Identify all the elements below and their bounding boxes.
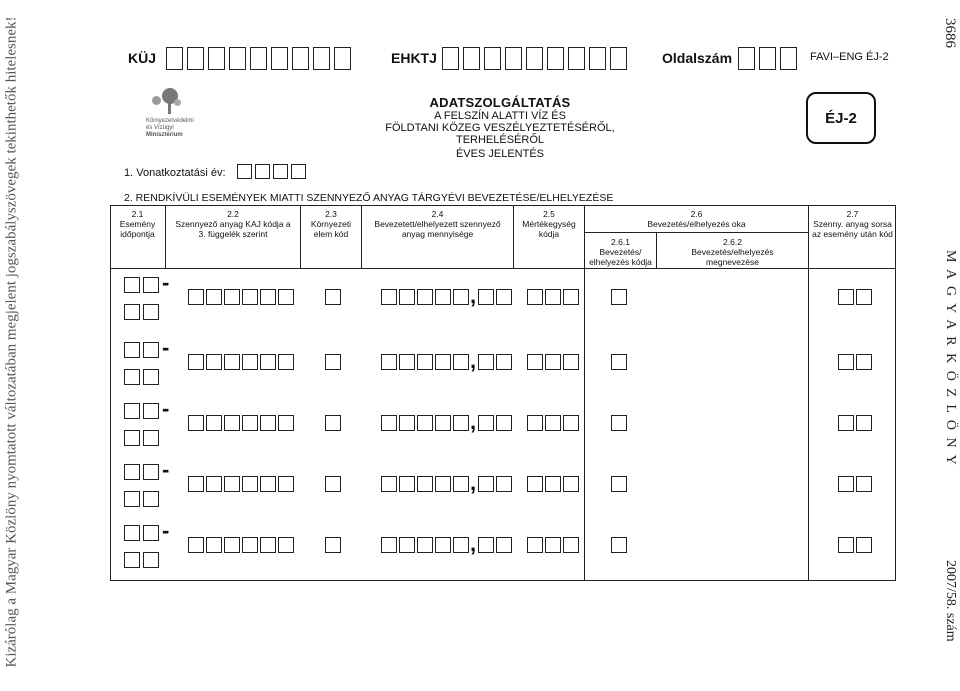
input-box <box>759 47 776 70</box>
year-digit-box <box>291 164 306 179</box>
title-block <box>340 95 660 160</box>
entry-box[interactable] <box>143 277 159 293</box>
entry-box[interactable] <box>260 354 276 370</box>
entry-box[interactable] <box>496 354 512 370</box>
input-box <box>463 47 480 70</box>
entry-box[interactable] <box>143 369 159 385</box>
entry-box[interactable] <box>381 537 397 553</box>
entry-box[interactable] <box>124 464 140 480</box>
entry-box[interactable] <box>435 354 451 370</box>
entry-box[interactable] <box>224 537 240 553</box>
entry-box[interactable] <box>260 537 276 553</box>
input-box <box>526 47 543 70</box>
col-2-5-header: 2.5 Mértékegység kódja <box>522 209 576 239</box>
page-number: 3686 <box>942 18 958 48</box>
entry-box[interactable] <box>496 289 512 305</box>
entry-box[interactable] <box>611 354 627 370</box>
input-box <box>568 47 585 70</box>
entry-box[interactable] <box>124 304 140 320</box>
title-line-3: FÖLDTANI KÖZEG VESZÉLYEZTETÉSÉRŐL, TERHELÉSÉRŐL <box>385 122 615 146</box>
entry-box[interactable] <box>838 289 854 305</box>
entry-box[interactable] <box>856 354 872 370</box>
entry-box[interactable] <box>124 525 140 541</box>
entry-box[interactable] <box>399 289 415 305</box>
decimal-comma: , <box>470 531 477 556</box>
entry-box[interactable] <box>563 537 579 553</box>
entry-box[interactable] <box>278 476 294 492</box>
date-dash: - <box>162 518 170 543</box>
entry-box[interactable] <box>206 415 222 431</box>
entry-box[interactable] <box>453 537 469 553</box>
input-box <box>334 47 351 70</box>
entry-box[interactable] <box>325 476 341 492</box>
entry-box[interactable] <box>838 415 854 431</box>
entry-box[interactable] <box>417 289 433 305</box>
entry-box[interactable] <box>478 476 494 492</box>
col-2-6-header: 2.6 Bevezetés/elhelyezés oka <box>647 209 746 229</box>
entry-box[interactable] <box>527 476 543 492</box>
input-box <box>313 47 330 70</box>
entry-box[interactable] <box>417 476 433 492</box>
input-box <box>610 47 627 70</box>
input-box <box>547 47 564 70</box>
entry-box[interactable] <box>399 537 415 553</box>
decimal-comma: , <box>470 470 477 495</box>
entry-box[interactable] <box>224 476 240 492</box>
page-boxes[interactable] <box>738 47 801 70</box>
ehktj-boxes[interactable] <box>442 47 631 70</box>
input-box <box>442 47 459 70</box>
entry-box[interactable] <box>856 415 872 431</box>
input-box <box>229 47 246 70</box>
entry-box[interactable] <box>453 354 469 370</box>
entry-box[interactable] <box>124 491 140 507</box>
entry-box[interactable] <box>496 415 512 431</box>
col-2-1-header: 2.1 Esemény időpontja <box>119 209 156 239</box>
col-2-6-1-header: 2.6.1 Bevezetés/ elhelyezés kódja <box>589 237 652 267</box>
entry-box[interactable] <box>381 415 397 431</box>
entry-box[interactable] <box>545 537 561 553</box>
title-line-2: A FELSZÍN ALATTI VÍZ ÉS <box>434 110 566 122</box>
input-box <box>166 47 183 70</box>
entry-box[interactable] <box>224 289 240 305</box>
entry-box[interactable] <box>478 354 494 370</box>
date-dash: - <box>162 396 170 421</box>
entry-box[interactable] <box>496 537 512 553</box>
entry-box[interactable] <box>381 289 397 305</box>
entry-box[interactable] <box>856 537 872 553</box>
input-box <box>738 47 755 70</box>
entry-box[interactable] <box>143 342 159 358</box>
ministry-logo-icon <box>148 86 188 114</box>
entry-box[interactable] <box>453 415 469 431</box>
entry-box[interactable] <box>242 354 258 370</box>
entry-box[interactable] <box>563 289 579 305</box>
entry-box[interactable] <box>143 525 159 541</box>
entry-box[interactable] <box>381 476 397 492</box>
entry-box[interactable] <box>453 289 469 305</box>
form-badge: ÉJ-2 <box>806 92 876 144</box>
entry-box[interactable] <box>563 476 579 492</box>
entry-box[interactable] <box>838 476 854 492</box>
year-digit-box <box>237 164 252 179</box>
input-box <box>292 47 309 70</box>
entry-box[interactable] <box>527 289 543 305</box>
entry-box[interactable] <box>478 289 494 305</box>
input-box <box>187 47 204 70</box>
entry-box[interactable] <box>856 476 872 492</box>
entry-box[interactable] <box>325 415 341 431</box>
entry-box[interactable] <box>417 354 433 370</box>
input-box <box>208 47 225 70</box>
entry-box[interactable] <box>206 289 222 305</box>
entry-box[interactable] <box>563 354 579 370</box>
entry-box[interactable] <box>143 403 159 419</box>
side-disclaimer: Kizárólag a Magyar Közlöny nyomtatott változatában megjelent jogszabályszövegek tekinthetők hitelesnek! <box>3 16 20 668</box>
entry-box[interactable] <box>611 537 627 553</box>
entry-box[interactable] <box>611 415 627 431</box>
journal-name: M A G Y A R K Ö Z L Ö N Y <box>943 250 958 467</box>
section1-label: 1. Vonatkoztatási év: <box>124 167 226 179</box>
date-dash: - <box>162 457 170 482</box>
entry-box[interactable] <box>435 289 451 305</box>
entry-box[interactable] <box>224 415 240 431</box>
entry-box[interactable] <box>143 464 159 480</box>
entry-box[interactable] <box>527 537 543 553</box>
entry-box[interactable] <box>188 289 204 305</box>
entry-box[interactable] <box>417 537 433 553</box>
entry-box[interactable] <box>545 354 561 370</box>
col-2-7-header: 2.7 Szenny. anyag sorsa az esemény után kód <box>812 209 893 239</box>
entry-box[interactable] <box>453 476 469 492</box>
entry-box[interactable] <box>143 430 159 446</box>
entry-box[interactable] <box>527 415 543 431</box>
entry-box[interactable] <box>399 354 415 370</box>
entry-box[interactable] <box>611 289 627 305</box>
kuj-label: KÜJ <box>128 50 157 66</box>
entry-box[interactable] <box>124 277 140 293</box>
input-box <box>589 47 606 70</box>
year-boxes[interactable] <box>237 164 309 179</box>
entry-box[interactable] <box>417 415 433 431</box>
entry-box[interactable] <box>611 476 627 492</box>
entry-box[interactable] <box>399 415 415 431</box>
entry-box[interactable] <box>545 415 561 431</box>
col-2-3-header: 2.3 Környezeti elem kód <box>310 209 352 239</box>
decimal-comma: , <box>470 348 477 373</box>
entry-box[interactable] <box>242 537 258 553</box>
oldalszam-label: Oldalszám <box>662 50 733 66</box>
kuj-boxes[interactable] <box>166 47 355 70</box>
entry-box[interactable] <box>325 289 341 305</box>
entry-box[interactable] <box>124 342 140 358</box>
input-box <box>484 47 501 70</box>
section2-label: 2. RENDKÍVÜLI ESEMÉNYEK MIATTI SZENNYEZŐ ANYAG TÁRGYÉVI BEVEZETÉSE/ELHELYEZÉSE <box>124 192 614 204</box>
entry-box[interactable] <box>143 491 159 507</box>
entry-box[interactable] <box>325 537 341 553</box>
col-2-2-header: 2.2 Szennyező anyag KAJ kódja a 3. függelék szerint <box>175 209 291 239</box>
entry-box[interactable] <box>124 403 140 419</box>
entry-box[interactable] <box>381 354 397 370</box>
input-box <box>250 47 267 70</box>
input-box <box>271 47 288 70</box>
entry-box[interactable] <box>278 537 294 553</box>
entry-box[interactable] <box>260 289 276 305</box>
entry-box[interactable] <box>124 369 140 385</box>
entry-box[interactable] <box>435 476 451 492</box>
entry-box[interactable] <box>545 289 561 305</box>
entry-box[interactable] <box>143 304 159 320</box>
year-digit-box <box>255 164 270 179</box>
entry-box[interactable] <box>188 415 204 431</box>
ministry-name: Környezetvédelmi és Vízügyi Minisztérium <box>146 118 194 138</box>
entry-box[interactable] <box>545 476 561 492</box>
form-code: FAVI–ENG ÉJ-2 <box>810 51 889 63</box>
entry-box[interactable] <box>856 289 872 305</box>
entry-box[interactable] <box>496 476 512 492</box>
entry-box[interactable] <box>206 354 222 370</box>
decimal-comma: , <box>470 283 477 308</box>
date-dash: - <box>162 335 170 360</box>
entry-box[interactable] <box>399 476 415 492</box>
entry-box[interactable] <box>260 415 276 431</box>
entry-box[interactable] <box>478 415 494 431</box>
col-2-6-2-header: 2.6.2 Bevezetés/elhelyezés megnevezése <box>691 237 774 267</box>
entry-box[interactable] <box>143 552 159 568</box>
entry-box[interactable] <box>278 354 294 370</box>
entry-box[interactable] <box>124 430 140 446</box>
entry-box[interactable] <box>325 354 341 370</box>
entry-box[interactable] <box>278 289 294 305</box>
entry-box[interactable] <box>478 537 494 553</box>
title-line-4: ÉVES JELENTÉS <box>455 148 545 160</box>
entry-box[interactable] <box>838 537 854 553</box>
entry-box[interactable] <box>435 415 451 431</box>
col-2-4-header: 2.4 Bevezetett/elhelyezett szennyező anyag mennyisége <box>374 209 501 239</box>
entry-box[interactable] <box>260 476 276 492</box>
entry-box[interactable] <box>242 415 258 431</box>
entry-box[interactable] <box>224 354 240 370</box>
entry-box[interactable] <box>188 354 204 370</box>
entry-box[interactable] <box>563 415 579 431</box>
entry-box[interactable] <box>206 476 222 492</box>
year-digit-box <box>273 164 288 179</box>
entry-box[interactable] <box>124 552 140 568</box>
input-box <box>780 47 797 70</box>
issue-number: 2007/58. szám <box>943 560 958 642</box>
entry-box[interactable] <box>242 289 258 305</box>
entry-box[interactable] <box>188 476 204 492</box>
date-dash: - <box>162 270 170 295</box>
entry-box[interactable] <box>242 476 258 492</box>
title-line-1: ADATSZOLGÁLTATÁS <box>429 95 571 110</box>
entry-box[interactable] <box>435 537 451 553</box>
entry-box[interactable] <box>527 354 543 370</box>
entry-box[interactable] <box>278 415 294 431</box>
entry-box[interactable] <box>188 537 204 553</box>
entry-box[interactable] <box>206 537 222 553</box>
ehktj-label: EHKTJ <box>391 50 437 66</box>
decimal-comma: , <box>470 409 477 434</box>
input-box <box>505 47 522 70</box>
entry-box[interactable] <box>838 354 854 370</box>
